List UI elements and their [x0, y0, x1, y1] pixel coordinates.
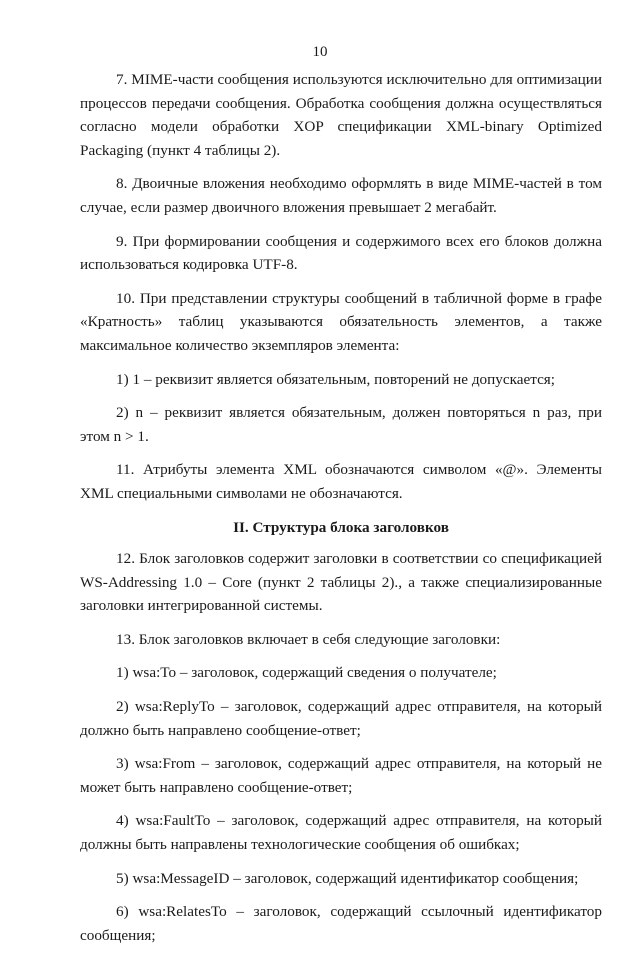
paragraph-7: 7. MIME-части сообщения используются исключительно для оптимизации процессов передачи сообщения. Обработка сообщения должна осуществляться согласно модели обработки XOP спецификации XML-binary Optimized Packaging (пункт 4 таблицы 2).: [80, 71, 602, 159]
paragraph-13-item-3: 3) wsa:From – заголовок, содержащий адрес отправителя, на который не может быть направлено сообщение-ответ;: [80, 755, 602, 796]
paragraph-10-item-2: 2) n – реквизит является обязательным, должен повторяться n раз, при этом n > 1.: [80, 404, 602, 445]
paragraph-10: 10. При представлении структуры сообщений в табличной форме в графе «Кратность» таблиц указываются обязательность элементов, а также максимальное количество экземпляров элемента:: [80, 289, 602, 354]
paragraph-11: 11. Атрибуты элемента XML обозначаются символом «@». Элементы XML специальными символами не обозначаются.: [80, 461, 602, 502]
paragraph-9: 9. При формировании сообщения и содержимого всех его блоков должна использоваться кодировка UTF-8.: [80, 232, 602, 274]
paragraph-12: 12. Блок заголовков содержит заголовки в соответствии со спецификацией WS-Addressing 1.0 – Core (пункт 2 таблицы 2)., а также специализированные заголовки интегрированной системы.: [80, 550, 602, 615]
page-number: 10: [312, 44, 328, 60]
paragraph-13-item-5: 5) wsa:MessageID – заголовок, содержащий идентификатор сообщения;: [116, 869, 579, 887]
paragraph-8: 8. Двоичные вложения необходимо оформлять в виде MIME-частей в том случае, если размер двоичного вложения превышает 2 мегабайт.: [80, 175, 602, 216]
paragraph-13-item-4: 4) wsa:FaultTo – заголовок, содержащий адрес отправителя, на который должны быть направлены технологические сообщения об ошибках;: [80, 812, 602, 854]
paragraph-13-item-1: 1) wsa:To – заголовок, содержащий сведения о получателе;: [116, 664, 497, 682]
paragraph-10-item-1: 1) 1 – реквизит является обязательным, повторений не допускается;: [116, 370, 556, 388]
section-heading: II. Структура блока заголовков: [233, 518, 449, 536]
paragraph-13-item-2: 2) wsa:ReplyTo – заголовок, содержащий адрес отправителя, на который должно быть направлено сообщение-ответ;: [80, 698, 602, 739]
page-content: [80, 68, 602, 957]
paragraph-13: 13. Блок заголовков включает в себя следующие заголовки:: [116, 630, 501, 648]
paragraph-13-item-6: 6) wsa:RelatesTo – заголовок, содержащий ссылочный идентификатор сообщения;: [80, 903, 602, 944]
